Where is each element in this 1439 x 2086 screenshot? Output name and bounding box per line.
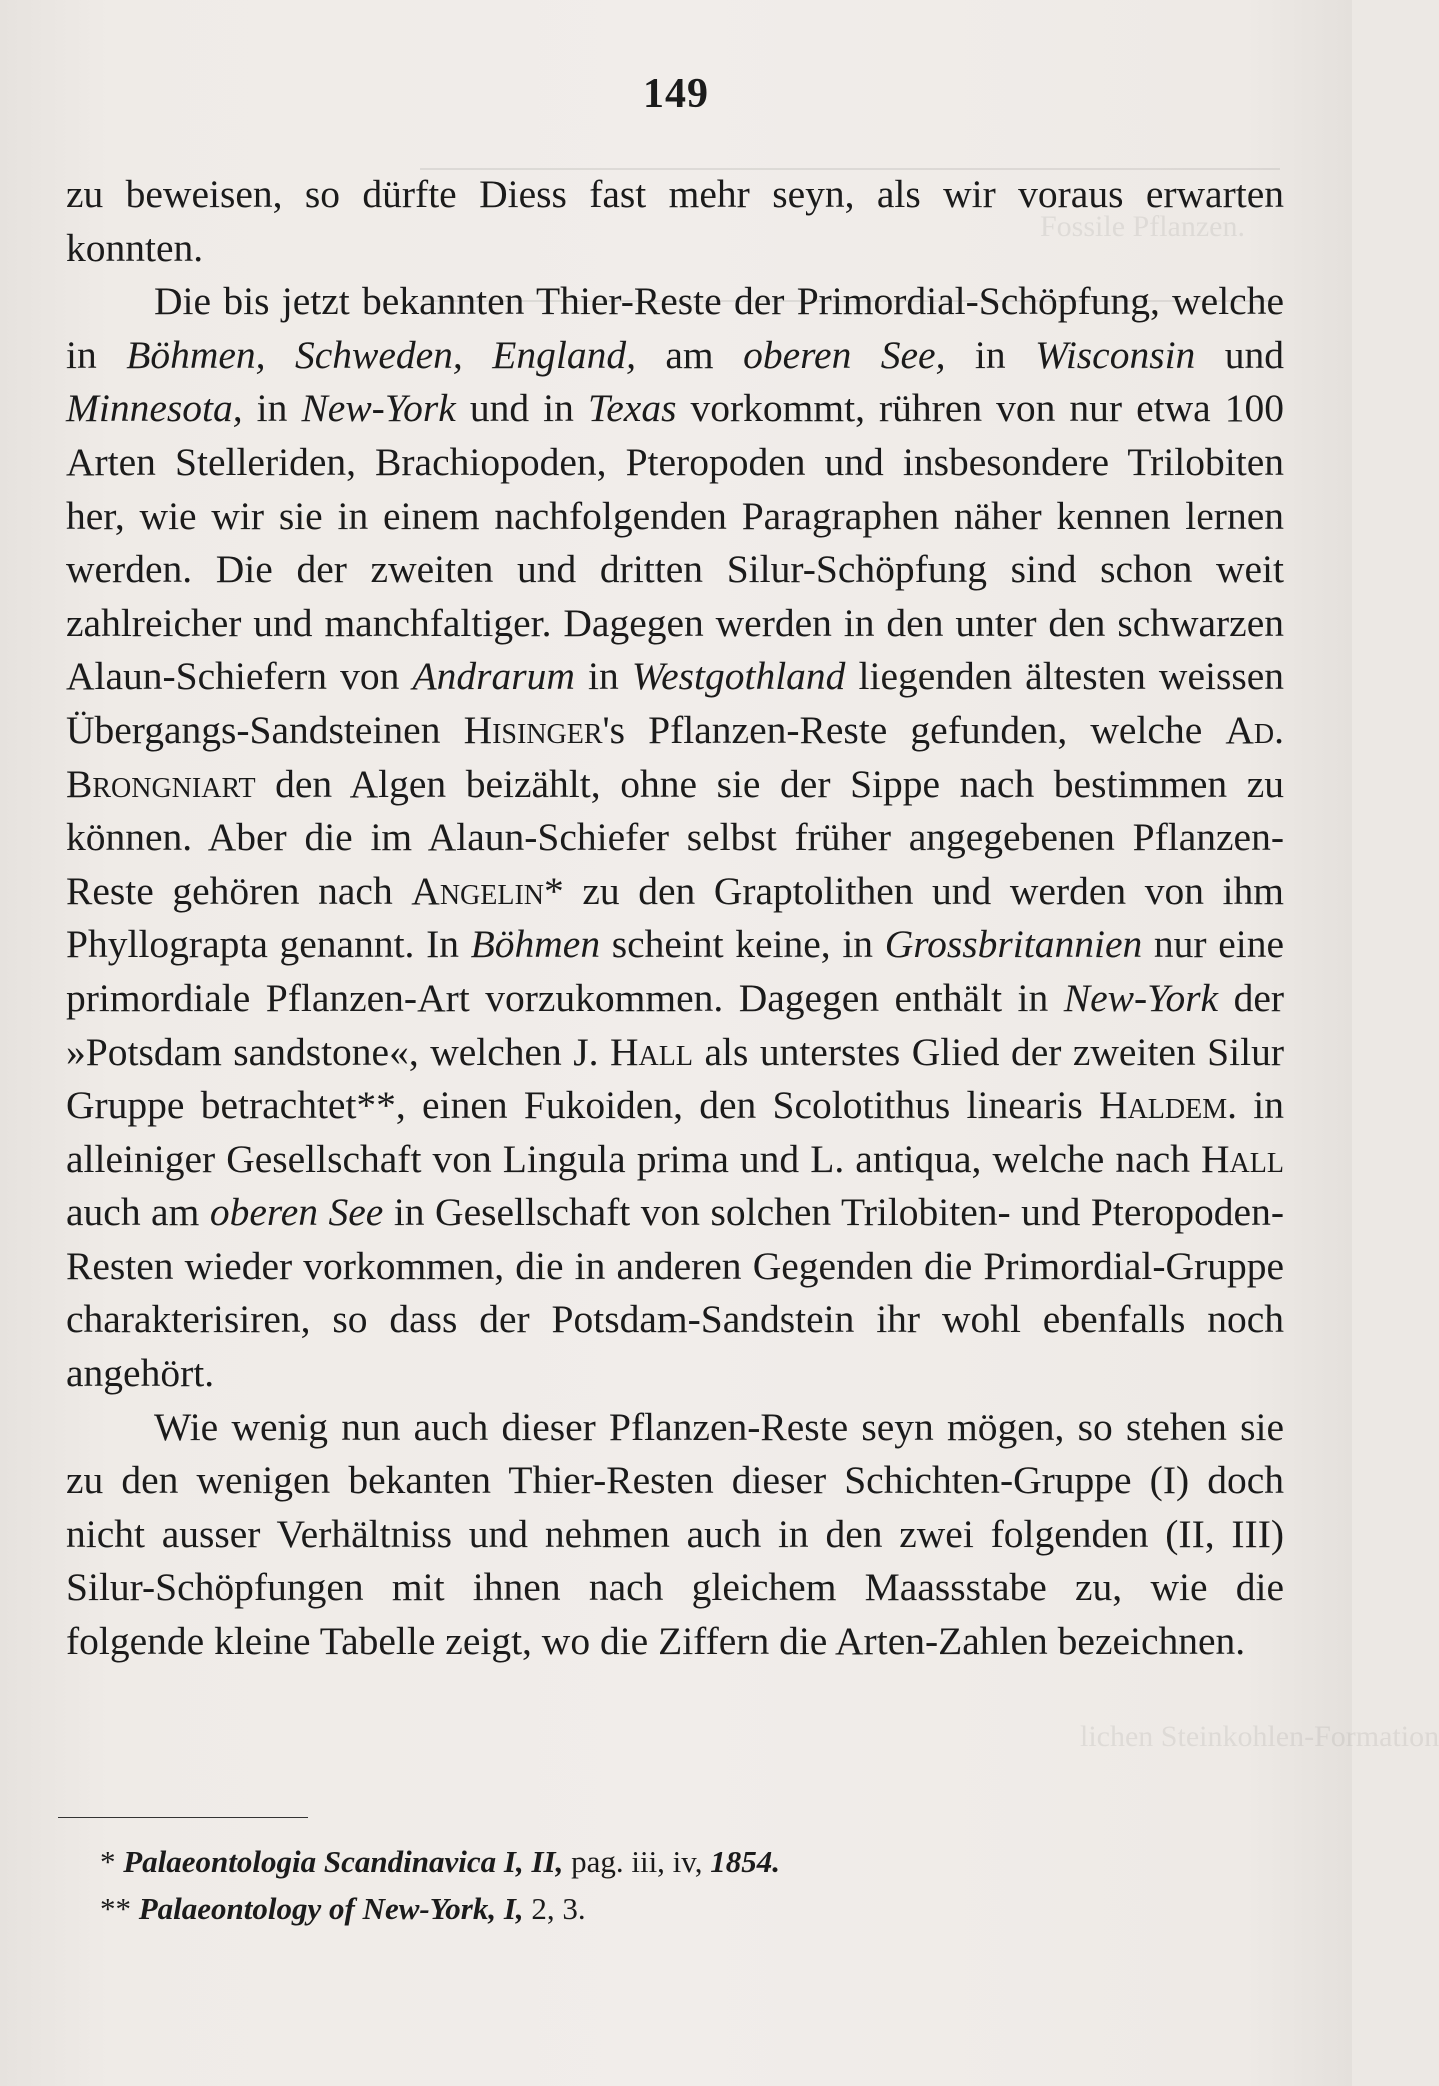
- text-run: als unterstes Glied der zweiten Silur Gruppe betrachtet**, einen Fukoiden, den Scolotithus linearis: [66, 1029, 1285, 1128]
- text-run: in: [574, 654, 632, 699]
- author-name: Ad. Brongniart: [66, 707, 1284, 806]
- footnote-pages: pag. iii, iv,: [571, 1844, 703, 1879]
- italic-run: New-York: [301, 386, 456, 431]
- italic-run: Westgothland: [631, 654, 846, 699]
- italic-run: Minnesota,: [66, 386, 243, 431]
- text-run: zu beweisen, so dürfte Diess fast mehr seyn, als wir voraus erwarten konnten.: [66, 172, 1284, 270]
- italic-run: oberen See,: [743, 332, 946, 377]
- text-run: und in: [455, 386, 588, 431]
- body-text: [66, 168, 1284, 1669]
- author-name: Angelin: [411, 868, 545, 913]
- text-run: Die bis jetzt bekannten Thier-Reste der Primordial-Schöpfung, welche in: [66, 279, 1284, 377]
- text-run: 's Pflanzen-Reste gefunden, welche: [602, 707, 1226, 752]
- text-run: scheint keine, in: [600, 922, 885, 967]
- paragraph: [66, 1401, 1284, 1669]
- author-name: Hall: [610, 1029, 693, 1074]
- italic-run: Texas: [587, 386, 677, 431]
- text-run: der »Potsdam sandstone«, welchen J.: [66, 975, 1284, 1074]
- footnote: [100, 1838, 1250, 1885]
- show-through-text: Fossile Pflanzen.: [1040, 210, 1245, 243]
- text-run: * zu den Graptolithen und werden von ihm Phyllograpta genannt. In: [66, 868, 1284, 967]
- footnote-pages: 2, 3.: [531, 1891, 586, 1926]
- footnote-rule: [58, 1817, 308, 1818]
- text-run: vorkommt, rühren von nur etwa 100 Arten Stelleriden, Brachiopoden, Pteropoden und insbesondere Trilobiten her, wie wir sie in einem nachfolgenden Paragraphen näher kennen lernen werden. Die der zweiten und dritten Silur-Schöpfung sind schon weit zahlreicher und manchfaltiger. Dagegen werden in den unter den schwarzen Alaun-Schiefern von: [66, 386, 1284, 699]
- italic-run: oberen See: [209, 1190, 384, 1235]
- text-run: am: [635, 332, 744, 377]
- footnote-title: Palaeontologia Scandinavica: [123, 1844, 497, 1879]
- text-run: und: [1195, 332, 1284, 377]
- text-run: den Algen beizählt, ohne sie der Sippe nach bestimmen zu können. Aber die im Alaun-Schiefer selbst früher angegebenen Pflanzen-Reste gehören nach: [66, 761, 1284, 913]
- footnote-volume: I,: [503, 1891, 524, 1926]
- italic-run: Grossbritannien: [884, 922, 1143, 967]
- italic-run: Andrarum: [412, 654, 575, 699]
- footnote: [100, 1885, 1250, 1932]
- text-run: Wie wenig nun auch dieser Pflanzen-Reste seyn mögen, so stehen sie zu den wenigen bekanten Thier-Resten dieser Schichten-Gruppe (I) doch nicht ausser Verhältniss und nehmen auch in den zwei folgenden (II, III) Silur-Schöpfungen mit ihnen nach gleichem Maassstabe zu, wie die folgende kleine Tabelle zeigt, wo die Ziffern die Arten-Zahlen bezeichnen.: [66, 1404, 1284, 1664]
- text-run: in alleiniger Gesellschaft von Lingula prima und L. antiqua, welche nach: [66, 1083, 1284, 1181]
- italic-run: Wisconsin: [1035, 332, 1196, 377]
- show-through-text: lichen Steinkohlen-Formation: [1080, 1720, 1439, 1753]
- page-number: 149: [643, 71, 709, 117]
- text-run: auch am: [66, 1190, 210, 1235]
- author-name: Hisinger: [463, 707, 603, 752]
- footnote-title: Palaeontology of New-York,: [138, 1891, 497, 1926]
- italic-run: Böhmen: [470, 922, 601, 967]
- author-name: Hall: [1201, 1136, 1284, 1181]
- text-run: in: [242, 386, 302, 431]
- text-run: nur eine primordiale Pflanzen-Art vorzukommen. Dagegen enthält in: [66, 922, 1284, 1020]
- footnotes: [100, 1838, 1250, 1932]
- footnote-mark: **: [100, 1891, 131, 1926]
- paragraph: [66, 275, 1284, 1400]
- footnote-year: 1854.: [710, 1844, 781, 1879]
- footnote-volume: I, II,: [503, 1844, 564, 1879]
- author-name: Haldem.: [1099, 1083, 1238, 1128]
- italic-run: Böhmen, Schweden, England,: [126, 332, 636, 377]
- text-run: in Gesellschaft von solchen Trilobiten- und Pteropoden-Resten wieder vorkommen, die in anderen Gegenden die Primordial-Gruppe charakterisiren, so dass der Potsdam-Sandstein ihr wohl ebenfalls noch angehört.: [66, 1190, 1284, 1396]
- footnote-mark: *: [100, 1844, 116, 1879]
- paragraph: [66, 168, 1284, 275]
- text-run: in: [945, 332, 1036, 377]
- text-run: liegenden ältesten weissen Übergangs-Sandsteinen: [66, 654, 1284, 752]
- italic-run: New-York: [1063, 975, 1219, 1020]
